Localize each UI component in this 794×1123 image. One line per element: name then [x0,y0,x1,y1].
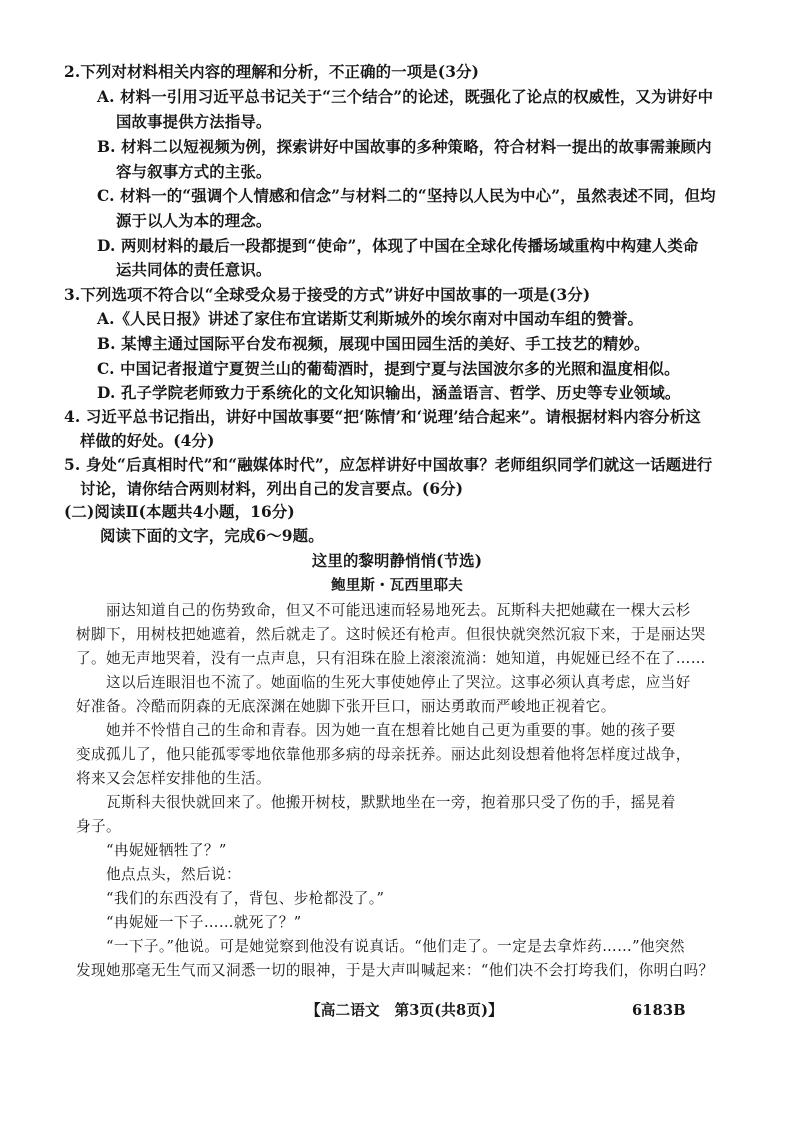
passage-line: 好准备。冷酷而阴森的无底深渊在她脚下张开巨口，丽达勇敢而严峻地正视着它。 [76,698,616,715]
passage-line: 将来又会怎样安排他的生活。 [76,770,271,787]
passage-line: “一下子。”他说。可是她觉察到他没有说真话。“他们走了。一定是去拿炸药……”他突然 [106,938,685,955]
question-3-option-a: A.《人民日报》讲述了家住布宜诺斯艾利斯城外的埃尔南对中国动车组的赞誉。 [97,310,643,328]
page-number-label: 【高二语文 第3页(共8页)】 [306,1002,503,1019]
question-2-option-c-cont: 源于以人为本的理念。 [116,212,272,230]
passage-line: 了。她无声地哭着，没有一点声息，只有泪珠在脸上滚滚流淌：她知道，冉妮娅已经不在了…… [76,650,706,667]
question-2-option-d: D. 两则材料的最后一段都提到“使命”，体现了中国在全球化传播场域重构中构建人类命 [97,237,699,255]
question-2-option-b: B. 材料二以短视频为例，探索讲好中国故事的多种策略，符合材料一提出的故事需兼顾内 [97,138,712,156]
passage-line: 身子。 [76,818,121,835]
passage-line: 这以后连眼泪也不流了。她面临的生死大事使她停止了哭泣。这事必须认真考虑，应当好 [106,674,691,691]
passage-line: 树脚下，用树枝把她遮着，然后就走了。这时候还有枪声。但很快就突然沉寂下来，于是丽达哭 [76,626,706,643]
question-3-option-c: C. 中国记者报道宁夏贺兰山的葡萄酒时，提到宁夏与法国波尔多的光照和温度相似。 [97,360,680,378]
passage-line: 丽达知道自己的伤势致命，但又不可能迅速而轻易地死去。瓦斯科夫把她藏在一棵大云杉 [106,602,691,619]
passage-author: 鲍里斯・瓦西里耶夫 [331,577,463,594]
question-2-option-c: C. 材料一的“强调个人情感和信念”与材料二的“坚持以人民为中心”，虽然表述不同，但均 [97,187,716,205]
question-2-stem: 2.下列对材料相关内容的理解和分析，不正确的一项是(3分) [64,63,480,81]
question-2-option-a: A. 材料一引用习近平总书记关于“三个结合”的论述，既强化了论点的权威性，又为讲好中 [97,88,714,106]
question-5-line-2: 讨论，请你结合两则材料，列出自己的发言要点。(6分) [80,480,464,498]
paper-code: 6183B [632,1002,686,1019]
passage-line: “冉妮娅牺牲了？” [106,842,227,859]
passage-line: 瓦斯科夫很快就回来了。他搬开树枝，默默地坐在一旁，抱着那只受了伤的手，摇晃着 [106,794,676,811]
passage-title: 这里的黎明静悄悄(节选) [311,552,483,570]
question-3-stem: 3.下列选项不符合以“全球受众易于接受的方式”讲好中国故事的一项是(3分) [64,286,591,304]
passage-line: 他点点头，然后说： [106,866,241,883]
passage-line: 她并不怜惜自己的生命和青春。因为她一直在想着比她自己更为重要的事。她的孩子要 [106,722,676,739]
passage-line: 发现她那毫无生气而又洞悉一切的眼神，于是大声叫喊起来：“他们决不会打垮我们，你明白吗？ [76,962,714,979]
passage-line: 变成孤儿了，他只能孤零零地依靠他那多病的母亲抚养。丽达此刻设想着他将怎样度过战争， [76,746,691,763]
question-3-option-b: B. 某博主通过国际平台发布视频，展现中国田园生活的美好、手工技艺的精妙。 [97,335,650,353]
question-4-line-2: 样做的好处。(4分) [80,432,215,450]
question-5-line-1: 5. 身处“后真相时代”和“融媒体时代”，应怎样讲好中国故事？老师组织同学们就这一话题进行 [64,456,713,474]
section-heading: (二)阅读Ⅱ(本题共4小题，16分) [64,503,295,521]
question-2-option-b-cont: 容与叙事方式的主张。 [116,163,272,181]
passage-line: “冉妮娅一下子……就死了？” [106,914,302,931]
question-4-line-1: 4. 习近平总书记指出，讲好中国故事要“把‘陈情’和‘说理’结合起来”。请根据材料内容分析这 [64,408,701,426]
question-2-option-d-cont: 运共同体的责任意识。 [116,261,272,279]
question-2-option-a-cont: 国故事提供方法指导。 [116,113,272,131]
section-instruction: 阅读下面的文字，完成6～9题。 [100,527,324,545]
question-3-option-d: D. 孔子学院老师致力于系统化的文化知识输出，涵盖语言、哲学、历史等专业领域。 [97,384,681,402]
passage-line: “我们的东西没有了，背包、步枪都没了。” [106,890,385,907]
